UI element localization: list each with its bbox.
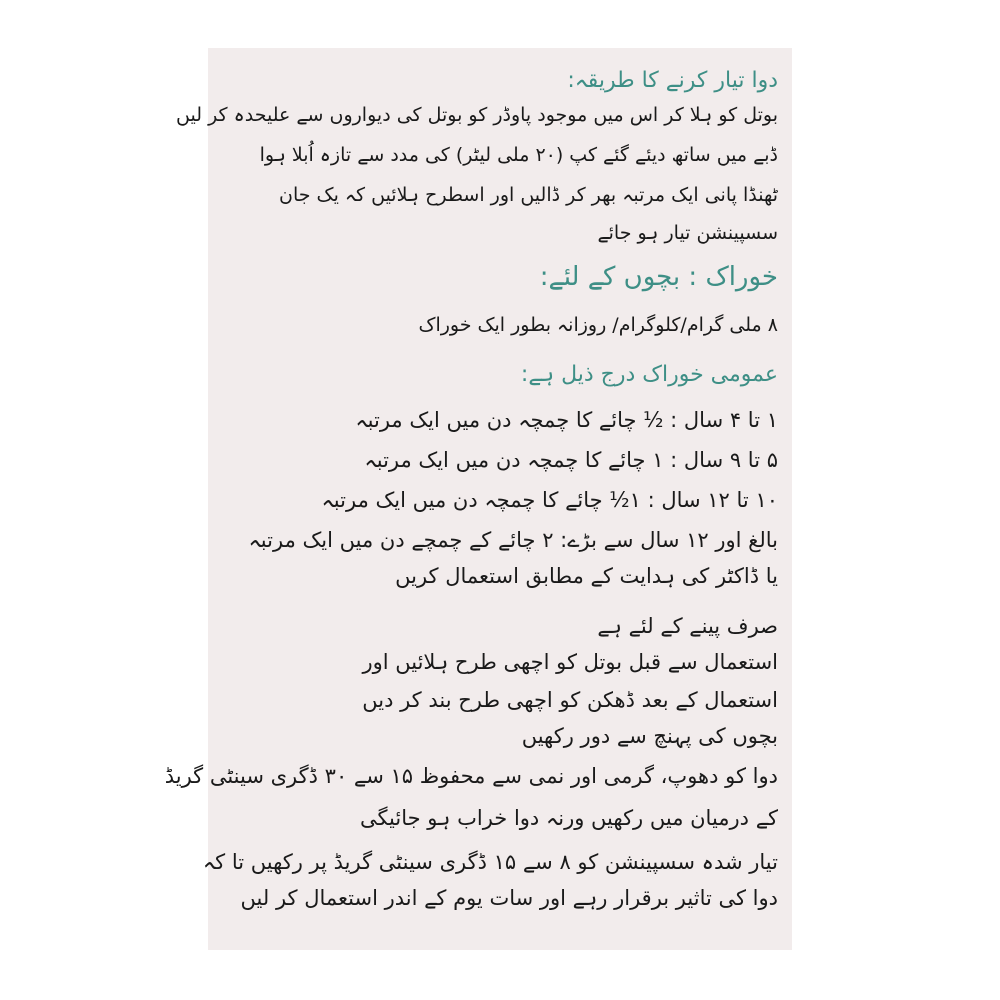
instruction-line-7: تیار شدہ سسپینشن کو ۸ سے ۱۵ ڈگری سینٹی گریڈ پر رکھیں تا کہ (202, 850, 778, 874)
preparation-line-3: ٹھنڈا پانی ایک مرتبہ بھر کر ڈالیں اور اسطرح ہلائیں کہ یک جان (279, 184, 778, 206)
preparation-heading: دوا تیار کرنے کا طریقہ: (567, 68, 778, 93)
dosage-row-4: بالغ اور ۱۲ سال سے بڑے: ۲ چائے کے چمچے دن میں ایک مرتبہ (248, 528, 778, 552)
instruction-line-8: دوا کی تاثیر برقرار رہے اور سات یوم کے اندر استعمال کر لیں (240, 886, 778, 910)
preparation-line-4: سسپینشن تیار ہو جائے (597, 222, 778, 244)
preparation-line-1: بوتل کو ہلا کر اس میں موجود پاوڈر کو بوتل کی دیواروں سے علیحدہ کر لیں (176, 104, 778, 126)
instruction-line-4: بچوں کی پہنچ سے دور رکھیں (521, 724, 778, 748)
medicine-leaflet (164, 48, 792, 950)
dosage-children-line: ۸ ملی گرام/کلوگرام/ روزانہ بطور ایک خوراک (418, 314, 778, 336)
dosage-row-3: ۱۰ تا ۱۲ سال : ۱½ چائے کا چمچہ دن میں ایک مرتبہ (321, 488, 778, 512)
instruction-line-6: کے درمیان میں رکھیں ورنہ دوا خراب ہو جائیگی (359, 806, 778, 830)
dosage-children-heading: خوراک : بچوں کے لئے: (539, 262, 778, 292)
instruction-line-2: استعمال سے قبل بوتل کو اچھی طرح ہلائیں اور (362, 650, 778, 674)
instruction-line-1: صرف پینے کے لئے ہے (597, 614, 778, 638)
instruction-line-3: استعمال کے بعد ڈھکن کو اچھی طرح بند کر دیں (362, 688, 778, 712)
instruction-line-5: دوا کو دھوپ، گرمی اور نمی سے محفوظ ۱۵ سے ۳۰ ڈگری سینٹی گریڈ (164, 764, 778, 788)
general-dosage-heading: عمومی خوراک درج ذیل ہے: (520, 362, 778, 387)
dosage-row-5: یا ڈاکٹر کی ہدایت کے مطابق استعمال کریں (395, 564, 778, 588)
preparation-line-2: ڈبے میں ساتھ دیئے گئے کپ (۲۰ ملی لیٹر) کی مدد سے تازہ اُبلا ہوا (259, 144, 778, 166)
dosage-row-1: ۱ تا ۴ سال : ½ چائے کا چمچہ دن میں ایک مرتبہ (355, 408, 778, 432)
dosage-row-2: ۵ تا ۹ سال : ۱ چائے کا چمچہ دن میں ایک مرتبہ (364, 448, 778, 472)
